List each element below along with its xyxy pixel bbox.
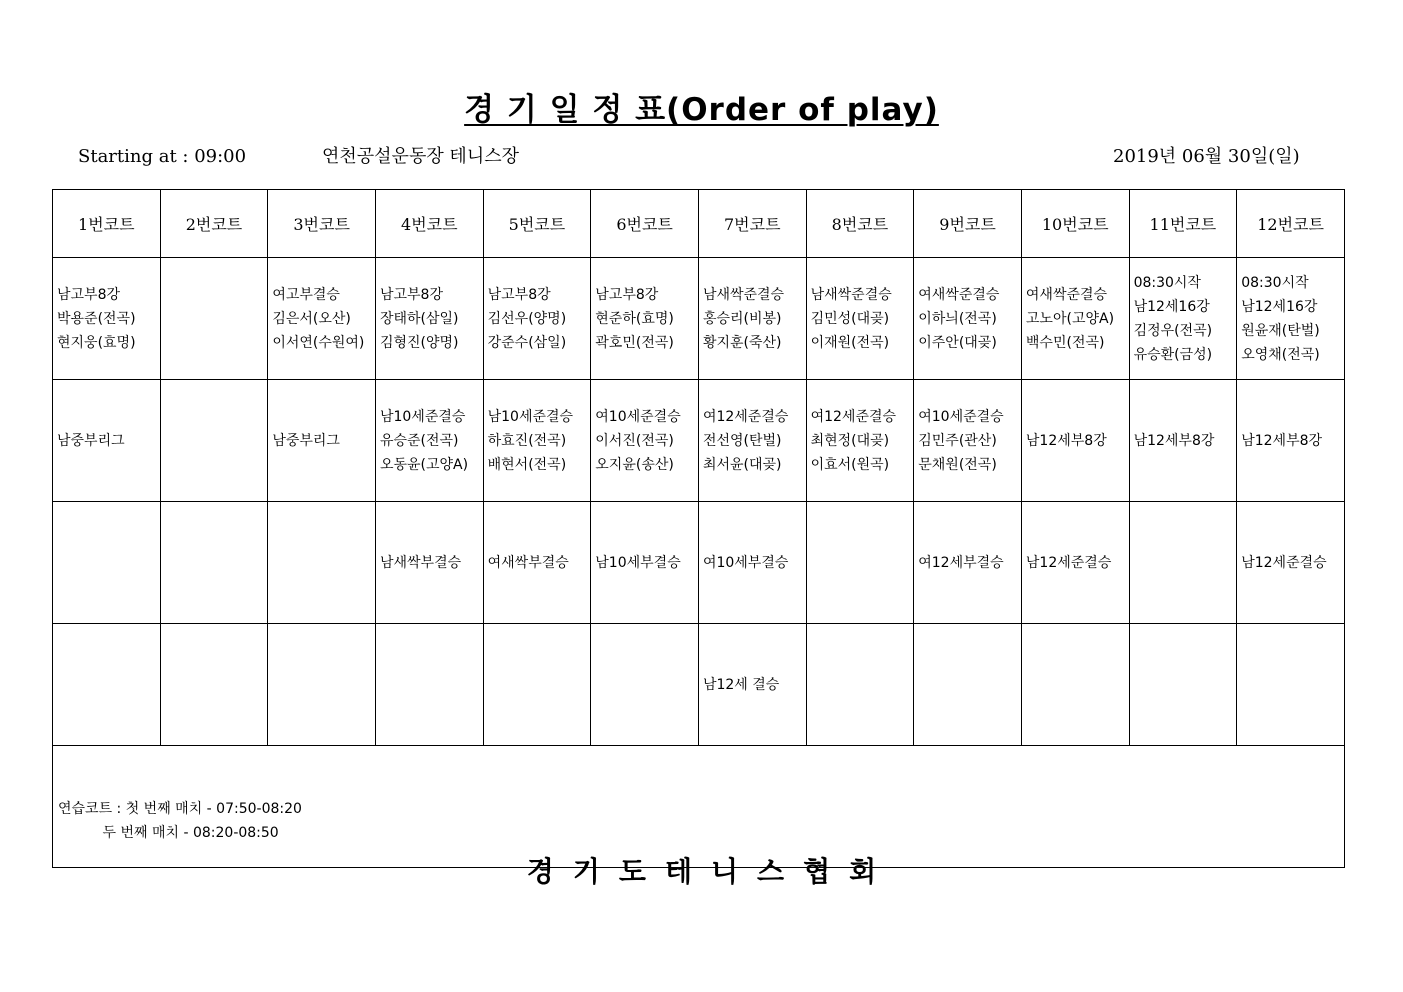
match-entry [484, 405, 591, 477]
schedule-table [52, 189, 1345, 868]
match-line: 배현서(전곡) [487, 456, 567, 473]
match-line: 여10세준결승 [918, 408, 1004, 425]
practice-note-line: 두 번째 매치 - 08:20-08:50 [58, 824, 279, 841]
match-line: 이주안(대곶) [918, 334, 997, 351]
match-entry [484, 283, 591, 355]
match-line: 최서윤(대곶) [702, 456, 782, 473]
match-cell [698, 624, 806, 746]
match-line: 남새싹부결승 [379, 554, 462, 571]
match-line: 남10세준결승 [379, 408, 466, 425]
match-line: 이효서(원곡) [810, 456, 890, 473]
court-header: 9번코트 [914, 190, 1022, 258]
match-line: 고노아(고양A) [1025, 310, 1115, 327]
match-entry [591, 551, 698, 575]
match-cell [53, 258, 161, 380]
match-line: 김민성(대곶) [810, 310, 890, 327]
match-entry [376, 405, 483, 477]
match-cell [268, 258, 376, 380]
match-line: 여12세부결승 [918, 554, 1004, 571]
match-line: 남12세16강 [1133, 298, 1210, 315]
match-cell [483, 380, 591, 502]
court-header: 1번코트 [53, 190, 161, 258]
match-entry [699, 551, 806, 575]
match-line: 오영채(전곡) [1241, 346, 1320, 363]
match-cell [53, 624, 161, 746]
match-cell [914, 258, 1022, 380]
match-cell [375, 502, 483, 624]
match-line: 여10세준결승 [595, 408, 681, 425]
court-header: 3번코트 [268, 190, 376, 258]
match-date: 2019년 06월 30일(일) [1113, 146, 1300, 167]
match-entry [591, 283, 698, 355]
match-cell [1237, 624, 1345, 746]
practice-court-notes [53, 769, 1344, 845]
match-entry [1022, 429, 1129, 453]
match-line: 김은서(오산) [272, 310, 351, 327]
match-cell [591, 258, 699, 380]
match-cell [160, 624, 268, 746]
match-cell [698, 502, 806, 624]
match-cell [591, 624, 699, 746]
match-line: 남10세부결승 [595, 554, 681, 571]
match-cell [698, 258, 806, 380]
match-entry [914, 551, 1021, 575]
match-entry [914, 405, 1021, 477]
match-line: 남12세부8강 [1025, 432, 1107, 449]
match-row [53, 258, 1345, 380]
match-entry [699, 405, 806, 477]
match-line: 이서연(수원여) [272, 334, 365, 351]
match-cell [1021, 380, 1129, 502]
match-entry [53, 429, 160, 453]
match-line: 여새싹부결승 [487, 554, 569, 571]
match-entry [53, 283, 160, 355]
match-line: 현준하(효명) [595, 310, 674, 327]
match-line: 홍승리(비봉) [702, 310, 782, 327]
match-entry [484, 551, 591, 575]
match-cell [375, 624, 483, 746]
match-line: 여10세부결승 [702, 554, 789, 571]
match-cell [483, 502, 591, 624]
match-line: 전선영(탄벌) [702, 432, 782, 449]
match-line: 여12세준결승 [810, 408, 897, 425]
match-cell [914, 624, 1022, 746]
match-line: 김정우(전곡) [1133, 322, 1213, 339]
match-cell [53, 502, 161, 624]
match-cell [806, 380, 914, 502]
match-line: 08:30시작 [1241, 274, 1309, 291]
match-cell [268, 380, 376, 502]
court-header: 4번코트 [375, 190, 483, 258]
match-line: 곽호민(전곡) [595, 334, 674, 351]
match-line: 강준수(삼일) [487, 334, 567, 351]
schedule-body [53, 258, 1345, 746]
match-cell [806, 258, 914, 380]
match-line: 유승환(금성) [1133, 346, 1213, 363]
match-entry [1022, 551, 1129, 575]
match-cell [1129, 258, 1237, 380]
match-cell [1129, 502, 1237, 624]
match-cell [160, 380, 268, 502]
match-line: 여고부결승 [272, 286, 340, 303]
match-line: 여12세준결승 [702, 408, 789, 425]
match-cell [914, 502, 1022, 624]
match-row [53, 624, 1345, 746]
court-header: 7번코트 [698, 190, 806, 258]
match-cell [375, 258, 483, 380]
match-line: 남12세부8강 [1133, 432, 1215, 449]
match-entry [914, 283, 1021, 355]
match-cell [698, 380, 806, 502]
match-line: 남중부리그 [272, 432, 340, 449]
match-line: 남12세준결승 [1241, 554, 1327, 571]
match-entry [807, 283, 914, 355]
court-header: 12번코트 [1237, 190, 1345, 258]
court-header: 8번코트 [806, 190, 914, 258]
page-title [0, 88, 1403, 132]
court-header: 6번코트 [591, 190, 699, 258]
match-line: 여새싹준결승 [918, 286, 1000, 303]
match-entry [268, 429, 375, 453]
match-line: 오동윤(고양A) [379, 456, 469, 473]
match-cell [591, 380, 699, 502]
match-line: 남중부리그 [57, 432, 125, 449]
court-header: 5번코트 [483, 190, 591, 258]
match-line: 최현정(대곶) [810, 432, 890, 449]
match-entry [268, 283, 375, 355]
match-line: 문채원(전곡) [918, 456, 997, 473]
match-cell [53, 380, 161, 502]
match-cell [1129, 380, 1237, 502]
notes-row [53, 746, 1345, 868]
match-entry [699, 283, 806, 355]
match-entry [376, 551, 483, 575]
match-line: 오지윤(송산) [595, 456, 674, 473]
match-line: 이서진(전곡) [595, 432, 674, 449]
match-line: 남12세부8강 [1241, 432, 1323, 449]
match-line: 여새싹준결승 [1025, 286, 1108, 303]
match-cell [1021, 258, 1129, 380]
match-line: 김형진(양명) [379, 334, 459, 351]
match-cell [1237, 502, 1345, 624]
starting-time: Starting at : 09:00 [78, 146, 247, 167]
court-header: 2번코트 [160, 190, 268, 258]
match-line: 남새싹준결승 [702, 286, 785, 303]
match-line: 현지웅(효명) [57, 334, 136, 351]
match-entry [1022, 283, 1129, 355]
match-entry [1237, 429, 1344, 453]
match-line: 백수민(전곡) [1025, 334, 1105, 351]
match-cell [1129, 624, 1237, 746]
match-line: 남10세준결승 [487, 408, 574, 425]
match-cell [1021, 624, 1129, 746]
match-entry [1237, 271, 1344, 367]
match-entry [699, 673, 806, 697]
match-entry [1130, 271, 1237, 367]
match-cell [914, 380, 1022, 502]
match-cell [591, 502, 699, 624]
title-text: 경 기 일 정 표(Order of play) [464, 92, 939, 128]
match-entry [376, 283, 483, 355]
match-cell [806, 624, 914, 746]
venue: 연천공설운동장 테니스장 [322, 146, 519, 167]
notes-cell [53, 746, 1345, 868]
match-cell [375, 380, 483, 502]
match-line: 08:30시작 [1133, 274, 1201, 291]
match-line: 남고부8강 [379, 286, 443, 303]
match-cell [483, 258, 591, 380]
match-entry [807, 405, 914, 477]
match-cell [806, 502, 914, 624]
match-row [53, 380, 1345, 502]
match-line: 이하늬(전곡) [918, 310, 997, 327]
match-line: 남고부8강 [57, 286, 121, 303]
association-name: 경기도테니스협회 [526, 855, 896, 888]
match-line: 남새싹준결승 [810, 286, 892, 303]
match-line: 김민주(관산) [918, 432, 997, 449]
match-entry [591, 405, 698, 477]
match-line: 남12세16강 [1241, 298, 1318, 315]
match-line: 박용준(전곡) [57, 310, 136, 327]
court-header: 11번코트 [1129, 190, 1237, 258]
match-line: 김선우(양명) [487, 310, 567, 327]
match-line: 장태하(삼일) [379, 310, 459, 327]
match-line: 원윤재(탄벌) [1241, 322, 1320, 339]
match-cell [1237, 258, 1345, 380]
match-line: 유승준(전곡) [379, 432, 459, 449]
match-line: 하효진(전곡) [487, 432, 567, 449]
match-line: 이재원(전곡) [810, 334, 890, 351]
match-cell [268, 624, 376, 746]
match-line: 남12세준결승 [1025, 554, 1112, 571]
practice-note-line: 연습코트 : 첫 번째 매치 - 07:50-08:20 [58, 800, 302, 817]
match-line: 남고부8강 [595, 286, 659, 303]
match-cell [160, 502, 268, 624]
match-cell [483, 624, 591, 746]
match-cell [160, 258, 268, 380]
court-header-row [53, 190, 1345, 258]
match-line: 남12세 결승 [702, 676, 780, 693]
match-entry [1237, 551, 1344, 575]
court-header: 10번코트 [1021, 190, 1129, 258]
match-cell [1237, 380, 1345, 502]
match-cell [1021, 502, 1129, 624]
match-cell [268, 502, 376, 624]
match-entry [1130, 429, 1237, 453]
match-row [53, 502, 1345, 624]
match-line: 황지훈(죽산) [702, 334, 782, 351]
match-line: 남고부8강 [487, 286, 551, 303]
